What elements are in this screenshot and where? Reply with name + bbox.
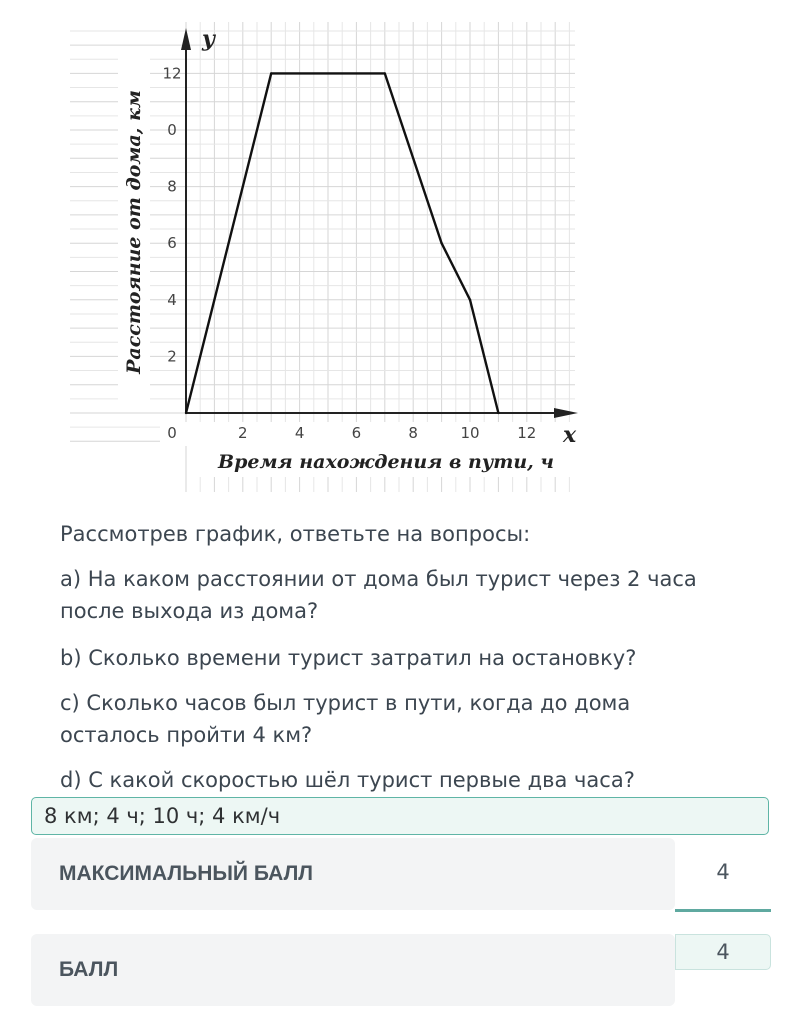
- distance-time-chart: [60, 18, 590, 498]
- score-value: 4: [675, 934, 771, 970]
- data-point: [270, 72, 272, 74]
- x-tick-label: 2: [238, 424, 248, 442]
- max-score-label: МАКСИМАЛЬНЫЙ БАЛЛ: [59, 862, 314, 885]
- data-point: [185, 412, 187, 414]
- x-tick-label: 0: [167, 424, 177, 442]
- x-tick-label: 6: [351, 424, 362, 442]
- max-score-panel: [31, 838, 675, 910]
- y-tick-label: 6: [167, 234, 177, 253]
- score-panel: [31, 934, 675, 1006]
- x-tick-label: 12: [517, 424, 537, 442]
- y-tick-label: 4: [167, 290, 177, 309]
- data-point: [469, 299, 471, 301]
- x-tick-label: 10: [460, 424, 480, 442]
- x-tick-label: 8: [408, 424, 418, 442]
- x-axis-title: Время нахождения в пути, ч: [218, 451, 554, 473]
- question-c-line2: осталось пройти 4 км?: [60, 723, 313, 747]
- y-tick-label: 8: [167, 177, 177, 196]
- question-a-line2: после выхода из дома?: [60, 599, 319, 623]
- max-score-value: 4: [716, 860, 730, 884]
- question-intro: Рассмотрев график, ответьте на вопросы:: [60, 522, 531, 546]
- answer-field[interactable]: 8 км; 4 ч; 10 ч; 4 км/ч: [31, 797, 769, 835]
- question-b: b) Сколько времени турист затратил на остановку?: [60, 646, 637, 670]
- question-c-line1: c) Сколько часов был турист в пути, когда до дома: [60, 691, 631, 715]
- max-score-underline: [675, 909, 771, 912]
- y-tick-label: 2: [167, 347, 177, 366]
- y-axis-letter: y: [202, 26, 215, 52]
- data-point: [384, 72, 386, 74]
- chart-svg: [60, 18, 590, 498]
- x-axis-letter: x: [563, 422, 577, 448]
- data-point: [440, 242, 442, 244]
- question-d: d) С какой скоростью шёл турист первые два часа?: [60, 768, 635, 792]
- y-tick-label: 0: [167, 121, 177, 139]
- x-tick-label: 4: [294, 424, 305, 442]
- y-axis-title: Расстояние от дома, км: [123, 90, 145, 374]
- question-a-line1: a) На каком расстоянии от дома был турист через 2 часа: [60, 567, 697, 591]
- score-label: БАЛЛ: [59, 958, 119, 981]
- data-point: [497, 412, 499, 414]
- y-tick-label: 12: [162, 64, 182, 83]
